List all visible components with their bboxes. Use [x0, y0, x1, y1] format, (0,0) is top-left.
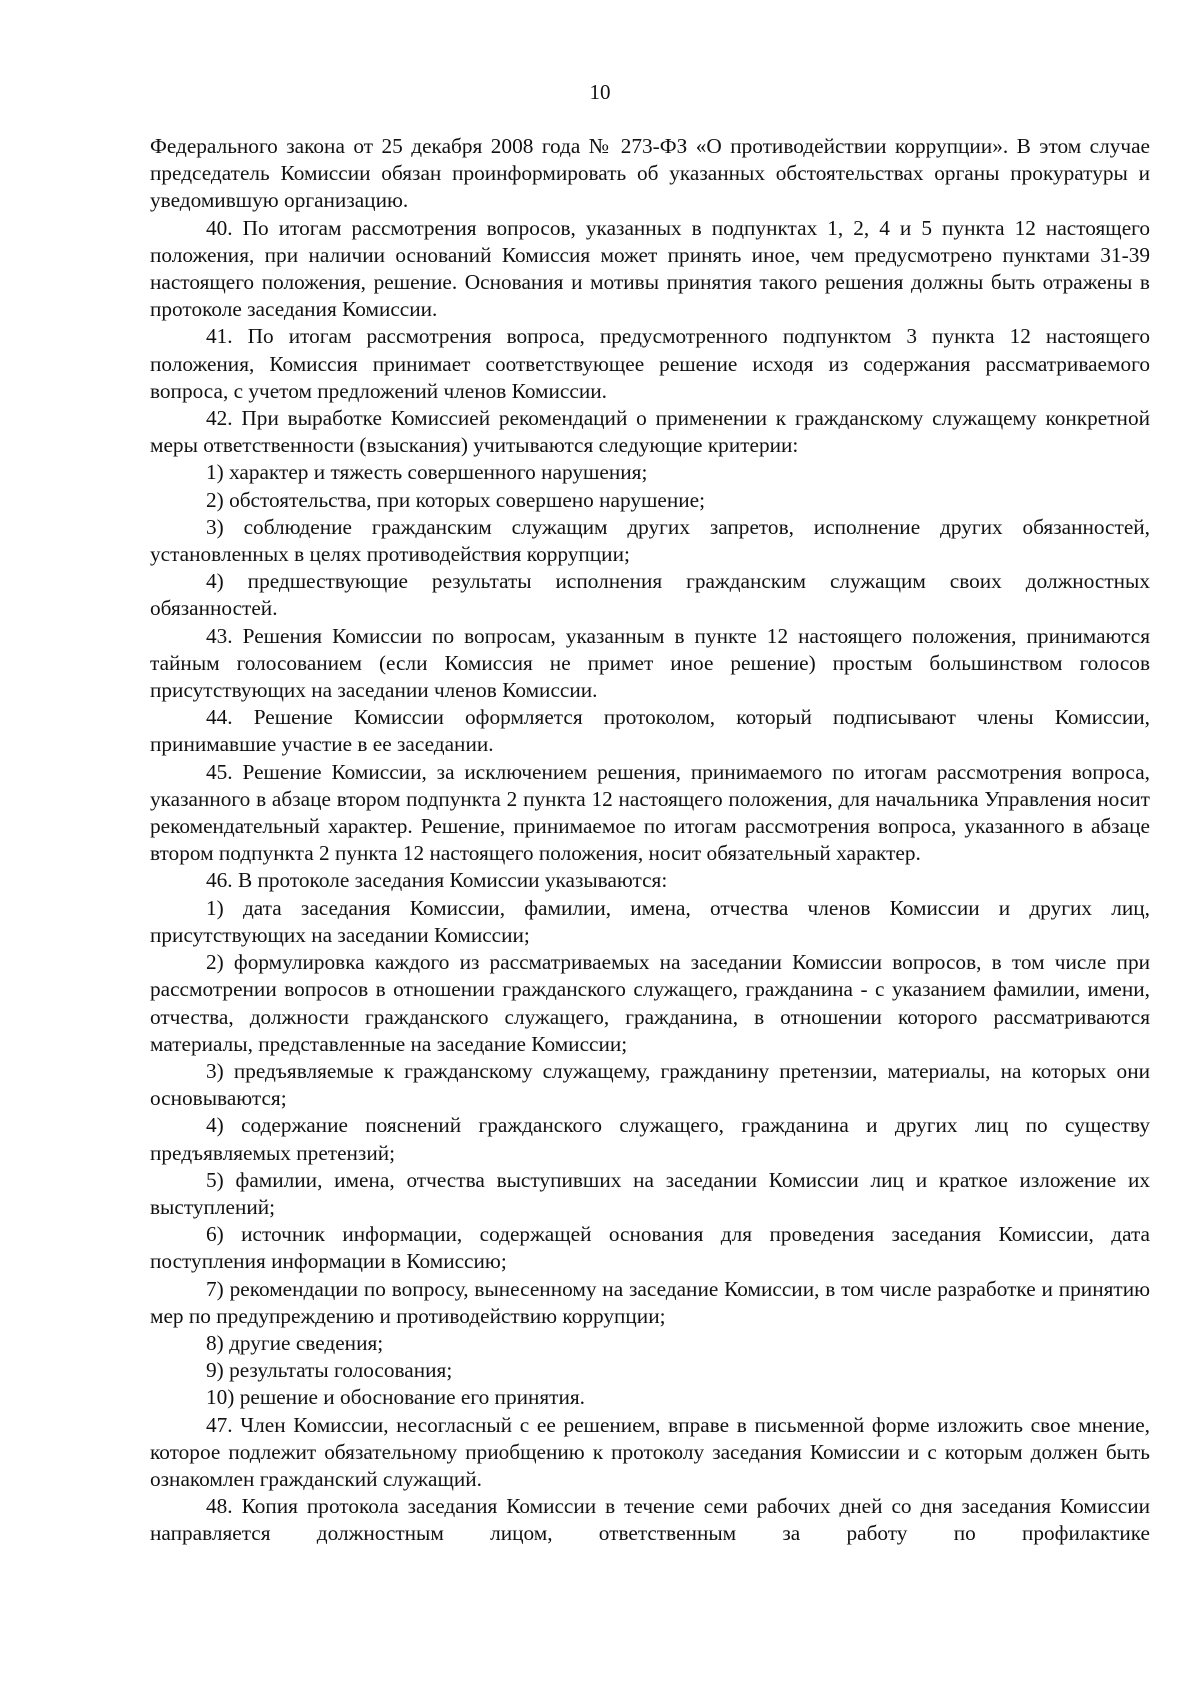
document-body — [150, 133, 1150, 1548]
list-item-46-5: 5) фамилии, имена, отчества выступивших на заседании Комиссии лиц и краткое изложение их выступлений; — [150, 1167, 1150, 1219]
paragraph-46: 46. В протоколе заседания Комиссии указываются: — [206, 868, 668, 893]
paragraph-continuation: Федерального закона от 25 декабря 2008 года № 273-ФЗ «О противодействии коррупции». В этом случае председатель Комиссии обязан проинформировать об указанных обстоятельствах органы прокуратуры и уведомившую организацию. — [150, 134, 1150, 213]
list-item-46-4: 4) содержание пояснений гражданского служащего, гражданина и других лиц по существу предъявляемых претензий; — [150, 1113, 1150, 1165]
list-item-46-9: 9) результаты голосования; — [206, 1358, 453, 1383]
list-item-46-1: 1) дата заседания Комиссии, фамилии, имена, отчества членов Комиссии и других лиц, присутствующих на заседании Комиссии; — [150, 895, 1150, 947]
list-item-46-3: 3) предъявляемые к гражданскому служащему, гражданину претензии, материалы, на которых они основываются; — [150, 1058, 1150, 1111]
paragraph-42: 42. При выработке Комиссией рекомендаций о применении к гражданскому служащему конкретной меры ответственности (взыскания) учитываются следующие критерии: — [150, 406, 1150, 458]
paragraph-48: 48. Копия протокола заседания Комиссии в течение семи рабочих дней со дня заседания Комиссии направляется должностным лицом, ответственным за работу по профилактике — [150, 1494, 1150, 1546]
list-item-46-10: 10) решение и обоснование его принятия. — [206, 1385, 586, 1410]
list-item-46-6: 6) источник информации, содержащей основания для проведения заседания Комиссии, дата поступления информации в Комиссию; — [150, 1222, 1150, 1274]
paragraph-47: 47. Член Комиссии, несогласный с ее решением, вправе в письменной форме изложить свое мнение, которое подлежит обязательному приобщению к протоколу заседания Комиссии и с которым должен быть ознакомлен гражданский служащий. — [150, 1412, 1150, 1491]
list-item-46-8: 8) другие сведения; — [206, 1330, 384, 1355]
list-item-42-1: 1) характер и тяжесть совершенного нарушения; — [206, 460, 648, 485]
list-item-46-7: 7) рекомендации по вопросу, вынесенному на заседание Комиссии, в том числе разработке и принятию мер по предупреждению и противодействию коррупции; — [150, 1276, 1150, 1328]
list-item-42-4: 4) предшествующие результаты исполнения гражданским служащим своих должностных обязанностей. — [150, 569, 1150, 621]
paragraph-45: 45. Решение Комиссии, за исключением решения, принимаемого по итогам рассмотрения вопроса, указанного в абзаце втором подпункта 2 пункта 12 настоящего положения, для начальника Управления носит рекомендательный характер. Решение, принимаемое по итогам рассмотрения вопроса, указанного в абзаце втором подпункта 2 пункта 12 настоящего положения, носит обязательный характер. — [150, 759, 1150, 866]
paragraph-44: 44. Решение Комиссии оформляется протоколом, который подписывают члены Комиссии, принимавшие участие в ее заседании. — [150, 705, 1150, 757]
paragraph-41: 41. По итогам рассмотрения вопроса, предусмотренного подпунктом 3 пункта 12 настоящего положения, Комиссия принимает соответствующее решение исходя из содержания рассматриваемого вопроса, с учетом предложений членов Комиссии. — [150, 324, 1150, 403]
list-item-42-3: 3) соблюдение гражданским служащим других запретов, исполнение других обязанностей, установленных в целях противодействия коррупции; — [150, 514, 1150, 567]
paragraph-40: 40. По итогам рассмотрения вопросов, указанных в подпунктах 1, 2, 4 и 5 пункта 12 настоящего положения, при наличии оснований Комиссия может принять иное, чем предусмотрено пунктами 31-39 настоящего положения, решение. Основания и мотивы принятия такого решения должны быть отражены в протоколе заседания Комиссии. — [150, 215, 1150, 322]
page-number: 10 — [589, 80, 611, 104]
list-item-42-2: 2) обстоятельства, при которых совершено нарушение; — [206, 487, 706, 512]
list-item-46-2: 2) формулировка каждого из рассматриваемых на заседании Комиссии вопросов, в том числе при рассмотрении вопросов в отношении гражданского служащего, гражданина - с указанием фамилии, имени, отчества, должности гражданского служащего, гражданина, в отношении которого рассматриваются материалы, представленные на заседание Комиссии; — [150, 950, 1150, 1056]
paragraph-43: 43. Решения Комиссии по вопросам, указанным в пункте 12 настоящего положения, принимаются тайным голосованием (если Комиссия не примет иное решение) простым большинством голосов присутствующих на заседании членов Комиссии. — [150, 623, 1150, 703]
